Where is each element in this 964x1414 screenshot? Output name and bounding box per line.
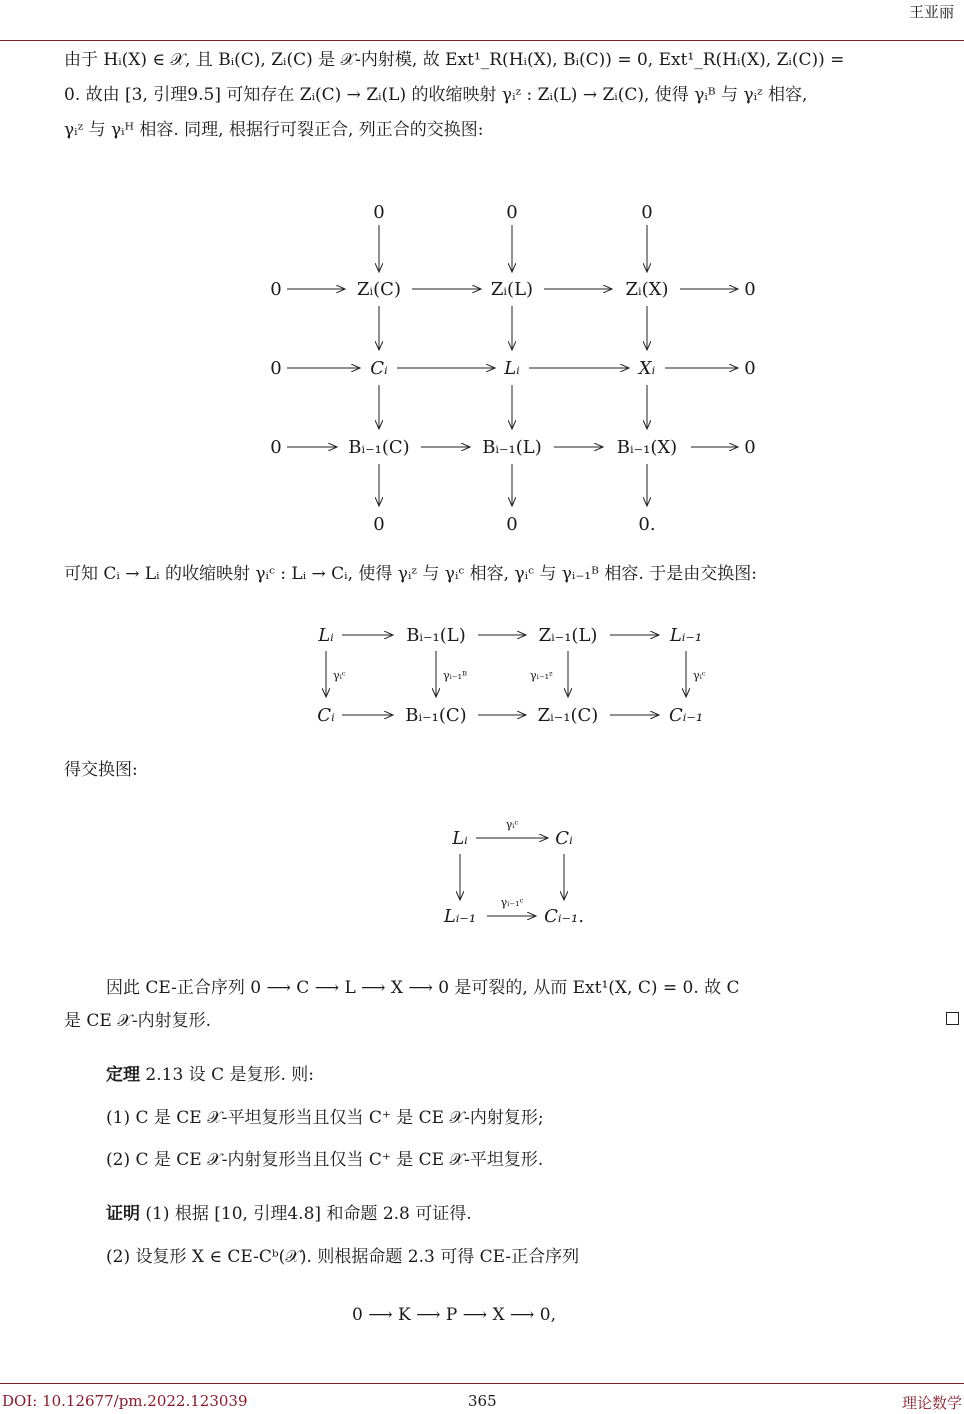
- d2-map-label: γᵢᶜ: [693, 669, 706, 682]
- d2-bottom-item: Zᵢ₋₁(C): [537, 705, 599, 726]
- theorem-item-1: (1) C 是 CE 𝒳-平坦复形当且仅当 C⁺ 是 CE 𝒳-内射复形;: [106, 1108, 544, 1128]
- d1-row2-item: 0: [744, 358, 756, 379]
- paragraph-4-line-2: 是 CE 𝒳-内射复形.: [64, 1011, 211, 1031]
- d2-bottom-item: Bᵢ₋₁(C): [405, 705, 467, 726]
- d1-row1-item: Zᵢ(L): [490, 279, 534, 300]
- d1-row3-item: Bᵢ₋₁(X): [616, 437, 678, 458]
- d2-bottom-item: Cᵢ: [317, 705, 335, 726]
- exact-sequence: 0 ⟶ K ⟶ P ⟶ X ⟶ 0,: [352, 1305, 556, 1325]
- paragraph-1-line-3: γᵢᶻ 与 γᵢᴴ 相容. 同理, 根据行可裂正合, 列正合的交换图:: [64, 120, 484, 140]
- d2-top-item: Zᵢ₋₁(L): [538, 625, 598, 646]
- d1-bottom-zero: 0: [506, 514, 518, 535]
- header-author: 王亚丽: [908, 3, 954, 21]
- d1-row3-item: 0: [744, 437, 756, 458]
- paragraph-4-line-1: 因此 CE-正合序列 0 ⟶ C ⟶ L ⟶ X ⟶ 0 是可裂的, 从而 Ext¹(X, C) = 0. 故 C: [106, 978, 740, 998]
- d3-top-label: γᵢᶜ: [505, 818, 519, 831]
- d1-row2-item: 0: [270, 358, 282, 379]
- commutative-diagram-rows: [0, 190, 964, 540]
- d2-map-label: γᵢᶜ: [333, 669, 346, 682]
- d3-top-left: Lᵢ: [452, 828, 468, 849]
- footer-rule: [0, 1383, 964, 1384]
- d1-top-zero: 0: [373, 202, 385, 223]
- d2-top-item: Lᵢ: [318, 625, 334, 646]
- d1-row1-item: 0: [744, 279, 756, 300]
- d3-bottom-right: Cᵢ₋₁.: [544, 906, 584, 927]
- paragraph-1-line-1: 由于 Hᵢ(X) ∈ 𝒳, 且 Bᵢ(C), Zᵢ(C) 是 𝒳-内射模, 故 Ext¹_R(Hᵢ(X), Bᵢ(C)) = 0, Ext¹_R(Hᵢ(X), Zᵢ(C)) =: [64, 50, 845, 70]
- d2-map-label: γᵢ₋₁ᴮ: [443, 669, 468, 682]
- paragraph-1-line-2: 0. 故由 [3, 引理9.5] 可知存在 Zᵢ(C) → Zᵢ(L) 的收缩映射 γᵢᶻ : Zᵢ(L) → Zᵢ(C), 使得 γᵢᴮ 与 γᵢᶻ 相容,: [64, 85, 808, 105]
- theorem-item-2: (2) C 是 CE 𝒳-内射复形当且仅当 C⁺ 是 CE 𝒳-平坦复形.: [106, 1150, 544, 1170]
- proof-label: 证明: [106, 1204, 140, 1224]
- d1-row1-item: Zᵢ(C): [357, 279, 401, 300]
- d3-top-right: Cᵢ: [555, 828, 573, 849]
- d1-row1-item: 0: [270, 279, 282, 300]
- commutative-square: [0, 810, 964, 935]
- d1-row3-item: Bᵢ₋₁(L): [482, 437, 542, 458]
- d1-row3-item: Bᵢ₋₁(C): [348, 437, 410, 458]
- commutative-diagram-retractions: [0, 615, 964, 735]
- d1-bottom-zero: 0: [373, 514, 385, 535]
- header-rule: [0, 40, 964, 41]
- d1-top-zero: 0: [506, 202, 518, 223]
- proof-text-1: (1) 根据 [10, 引理4.8] 和命题 2.8 可证得.: [145, 1204, 472, 1224]
- d2-bottom-item: Cᵢ₋₁: [668, 705, 704, 726]
- d1-row2-item: Cᵢ: [370, 358, 388, 379]
- d3-bottom-label: γᵢ₋₁ᶜ: [500, 896, 524, 909]
- d1-row2-item: Xᵢ: [638, 358, 656, 379]
- theorem-statement: 2.13 设 C 是复形. 则:: [145, 1065, 315, 1085]
- d1-bottom-zero: 0.: [638, 514, 656, 535]
- d2-top-item: Lᵢ₋₁: [669, 625, 703, 646]
- footer-doi[interactable]: DOI: 10.12677/pm.2022.123039: [2, 1392, 248, 1410]
- footer-page-number: 365: [468, 1392, 497, 1410]
- d1-row1-item: Zᵢ(X): [625, 279, 669, 300]
- d2-top-item: Bᵢ₋₁(L): [406, 625, 466, 646]
- proof-line-2: (2) 设复形 X ∈ CE-Cᵇ(𝒳). 则根据命题 2.3 可得 CE-正合序列: [106, 1247, 580, 1267]
- theorem-heading: [106, 1065, 314, 1085]
- qed-box: [946, 1012, 959, 1025]
- footer-journal[interactable]: 理论数学: [901, 1394, 962, 1412]
- d1-row2-item: Lᵢ: [504, 358, 520, 379]
- theorem-label: 定理: [106, 1065, 140, 1085]
- proof-line-1: [106, 1204, 472, 1224]
- paragraph-3: 得交换图:: [64, 760, 138, 780]
- d3-bottom-left: Lᵢ₋₁: [443, 906, 477, 927]
- d1-row3-item: 0: [270, 437, 282, 458]
- paragraph-2: 可知 Cᵢ → Lᵢ 的收缩映射 γᵢᶜ : Lᵢ → Cᵢ, 使得 γᵢᶻ 与 γᵢᶜ 相容, γᵢᶜ 与 γᵢ₋₁ᴮ 相容. 于是由交换图:: [64, 564, 757, 584]
- d1-top-zero: 0: [641, 202, 653, 223]
- d2-map-label: γᵢ₋₁ᶻ: [530, 669, 553, 682]
